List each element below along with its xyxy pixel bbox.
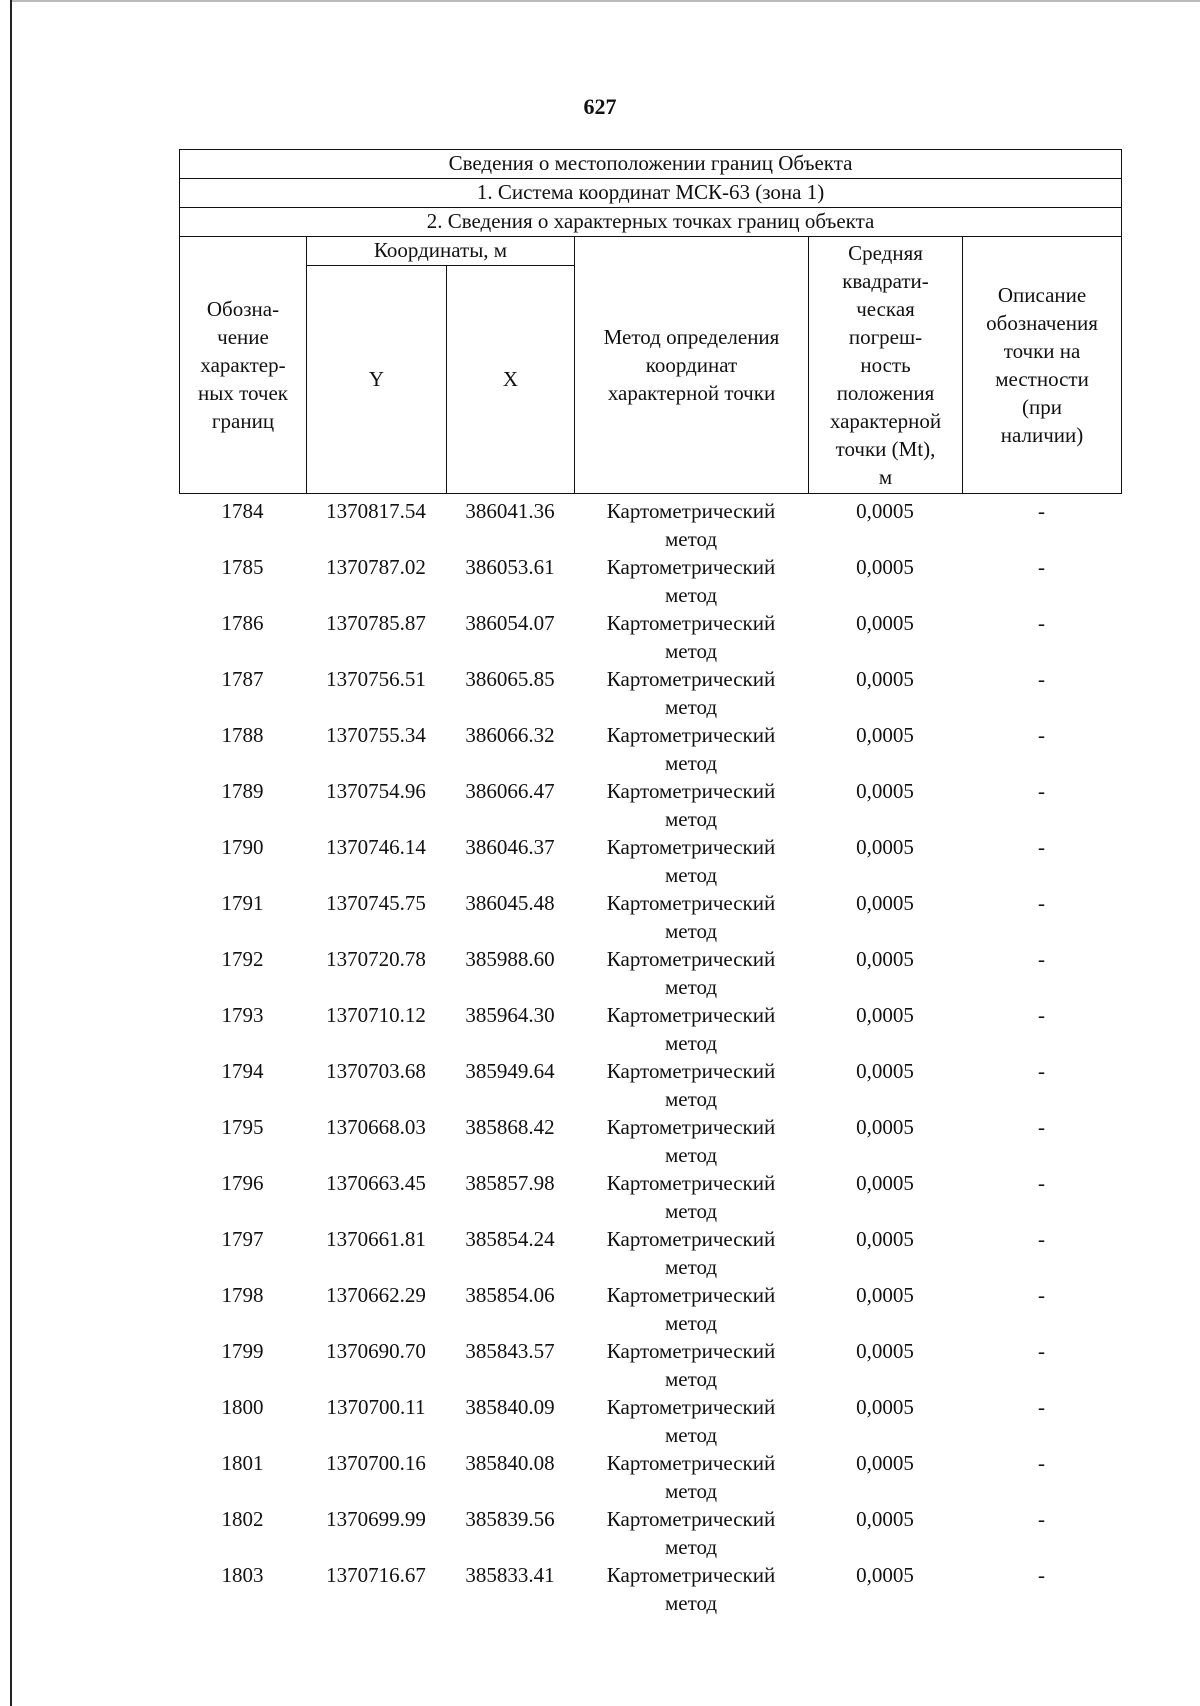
cell-method: Картометрический метод xyxy=(606,1283,776,1335)
cell-description: - xyxy=(1038,1171,1045,1195)
table-row xyxy=(179,665,1121,721)
cell-description: - xyxy=(1038,1115,1045,1139)
title-row xyxy=(180,208,1122,237)
cell-coord-x: 385868.42 xyxy=(465,1115,555,1139)
col-header-x: X xyxy=(447,266,575,494)
coordinate-system-title: 1. Система координат МСК-63 (зона 1) xyxy=(180,179,1122,208)
cell-point-id: 1792 xyxy=(221,947,264,971)
cell-coord-x: 385949.64 xyxy=(465,1059,555,1083)
col-header-method xyxy=(575,237,809,494)
cell-coord-y: 1370710.12 xyxy=(326,1003,426,1027)
cell-coord-x: 385854.24 xyxy=(465,1227,555,1251)
cell-point-id: 1799 xyxy=(221,1339,264,1363)
cell-point-id: 1787 xyxy=(221,667,264,691)
cell-method: Картометрический метод xyxy=(606,1395,776,1447)
cell-point-id: 1795 xyxy=(221,1115,264,1139)
col-header-y: Y xyxy=(307,266,447,494)
cell-method: Картометрический метод xyxy=(606,947,776,999)
cell-error: 0,0005 xyxy=(856,1563,914,1587)
cell-coord-y: 1370720.78 xyxy=(326,947,426,971)
table-row xyxy=(179,553,1121,609)
cell-error: 0,0005 xyxy=(856,555,914,579)
table-row xyxy=(179,1281,1121,1337)
cell-coord-x: 386066.32 xyxy=(465,723,555,747)
cell-method: Картометрический метод xyxy=(606,1059,776,1111)
cell-coord-y: 1370817.54 xyxy=(326,499,426,523)
cell-error: 0,0005 xyxy=(856,1451,914,1475)
cell-coord-x: 386054.07 xyxy=(465,611,555,635)
table-row xyxy=(179,833,1121,889)
cell-method: Картометрический метод xyxy=(606,499,776,551)
cell-coord-y: 1370663.45 xyxy=(326,1171,426,1195)
cell-description: - xyxy=(1038,1059,1045,1083)
cell-coord-x: 386046.37 xyxy=(465,835,555,859)
col-header-error xyxy=(809,237,963,494)
cell-coord-y: 1370716.67 xyxy=(326,1563,426,1587)
cell-point-id: 1800 xyxy=(221,1395,264,1419)
cell-coord-y: 1370668.03 xyxy=(326,1115,426,1139)
cell-point-id: 1793 xyxy=(221,1003,264,1027)
cell-error: 0,0005 xyxy=(856,1171,914,1195)
cell-description: - xyxy=(1038,611,1045,635)
table-row xyxy=(179,889,1121,945)
cell-error: 0,0005 xyxy=(856,1115,914,1139)
cell-coord-y: 1370699.99 xyxy=(326,1507,426,1531)
cell-point-id: 1786 xyxy=(221,611,264,635)
cell-coord-x: 385964.30 xyxy=(465,1003,555,1027)
table-row xyxy=(179,945,1121,1001)
boundary-points-table xyxy=(179,497,1121,1617)
cell-error: 0,0005 xyxy=(856,1283,914,1307)
col-header-error-text: Средняя квадрати- ческая погреш- ность положения характерной точки (Mt), м xyxy=(829,241,942,489)
cell-coord-x: 386065.85 xyxy=(465,667,555,691)
table-row xyxy=(179,1001,1121,1057)
cell-point-id: 1790 xyxy=(221,835,264,859)
cell-coord-y: 1370755.34 xyxy=(326,723,426,747)
cell-description: - xyxy=(1038,499,1045,523)
cell-description: - xyxy=(1038,1395,1045,1419)
cell-coord-y: 1370690.70 xyxy=(326,1339,426,1363)
cell-method: Картометрический метод xyxy=(606,891,776,943)
col-header-coordinates: Координаты, м xyxy=(307,237,575,266)
cell-method: Картометрический метод xyxy=(606,1563,776,1615)
cell-description: - xyxy=(1038,1451,1045,1475)
cell-point-id: 1791 xyxy=(221,891,264,915)
title-row xyxy=(180,179,1122,208)
cell-error: 0,0005 xyxy=(856,1227,914,1251)
table-row xyxy=(179,1561,1121,1617)
cell-description: - xyxy=(1038,1283,1045,1307)
column-header-row xyxy=(180,237,1122,266)
cell-description: - xyxy=(1038,1507,1045,1531)
cell-error: 0,0005 xyxy=(856,611,914,635)
cell-coord-x: 385988.60 xyxy=(465,947,555,971)
cell-point-id: 1789 xyxy=(221,779,264,803)
col-header-designation-text: Обозна- чение характер- ных точек границ xyxy=(197,297,289,433)
cell-error: 0,0005 xyxy=(856,723,914,747)
cell-point-id: 1797 xyxy=(221,1227,264,1251)
cell-error: 0,0005 xyxy=(856,667,914,691)
table-row xyxy=(179,1225,1121,1281)
table-row xyxy=(179,1169,1121,1225)
cell-method: Картометрический метод xyxy=(606,779,776,831)
cell-point-id: 1801 xyxy=(221,1451,264,1475)
cell-coord-x: 385840.09 xyxy=(465,1395,555,1419)
cell-error: 0,0005 xyxy=(856,499,914,523)
table-row xyxy=(179,1337,1121,1393)
cell-description: - xyxy=(1038,1563,1045,1587)
cell-coord-x: 385843.57 xyxy=(465,1339,555,1363)
cell-description: - xyxy=(1038,835,1045,859)
cell-method: Картометрический метод xyxy=(606,1339,776,1391)
cell-method: Картометрический метод xyxy=(606,1451,776,1503)
cell-coord-y: 1370662.29 xyxy=(326,1283,426,1307)
cell-description: - xyxy=(1038,947,1045,971)
cell-point-id: 1798 xyxy=(221,1283,264,1307)
col-header-description xyxy=(963,237,1122,494)
table-row xyxy=(179,721,1121,777)
cell-error: 0,0005 xyxy=(856,1507,914,1531)
cell-method: Картометрический метод xyxy=(606,667,776,719)
cell-coord-x: 386066.47 xyxy=(465,779,555,803)
cell-point-id: 1803 xyxy=(221,1563,264,1587)
cell-description: - xyxy=(1038,891,1045,915)
title-row xyxy=(180,150,1122,179)
table-row xyxy=(179,1393,1121,1449)
cell-method: Картометрический метод xyxy=(606,1003,776,1055)
cell-coord-y: 1370700.11 xyxy=(326,1395,426,1419)
cell-method: Картометрический метод xyxy=(606,723,776,775)
cell-method: Картометрический метод xyxy=(606,1115,776,1167)
cell-coord-y: 1370756.51 xyxy=(326,667,426,691)
cell-coord-y: 1370661.81 xyxy=(326,1227,426,1251)
cell-point-id: 1785 xyxy=(221,555,264,579)
cell-point-id: 1796 xyxy=(221,1171,264,1195)
cell-description: - xyxy=(1038,1227,1045,1251)
cell-description: - xyxy=(1038,779,1045,803)
cell-coord-x: 386041.36 xyxy=(465,499,555,523)
cell-error: 0,0005 xyxy=(856,1059,914,1083)
cell-error: 0,0005 xyxy=(856,947,914,971)
cell-coord-x: 386053.61 xyxy=(465,555,555,579)
cell-error: 0,0005 xyxy=(856,1395,914,1419)
cell-error: 0,0005 xyxy=(856,891,914,915)
page-number: 627 xyxy=(583,94,617,119)
cell-error: 0,0005 xyxy=(856,835,914,859)
cell-method: Картометрический метод xyxy=(606,835,776,887)
cell-method: Картометрический метод xyxy=(606,555,776,607)
table-row xyxy=(179,1113,1121,1169)
table-row xyxy=(179,1057,1121,1113)
cell-method: Картометрический метод xyxy=(606,611,776,663)
table-row xyxy=(179,497,1121,553)
cell-description: - xyxy=(1038,555,1045,579)
cell-point-id: 1788 xyxy=(221,723,264,747)
cell-coord-x: 385857.98 xyxy=(465,1171,555,1195)
cell-description: - xyxy=(1038,1339,1045,1363)
cell-coord-y: 1370746.14 xyxy=(326,835,426,859)
cell-description: - xyxy=(1038,723,1045,747)
cell-coord-y: 1370703.68 xyxy=(326,1059,426,1083)
points-section-title: 2. Сведения о характерных точках границ объекта xyxy=(180,208,1122,237)
table-row xyxy=(179,1505,1121,1561)
cell-coord-x: 385833.41 xyxy=(465,1563,555,1587)
cell-coord-x: 386045.48 xyxy=(465,891,555,915)
cell-coord-x: 385840.08 xyxy=(465,1451,555,1475)
cell-coord-y: 1370754.96 xyxy=(326,779,426,803)
cell-point-id: 1794 xyxy=(221,1059,264,1083)
col-header-description-text: Описание обозначения точки на местности (при наличии) xyxy=(986,283,1098,447)
cell-error: 0,0005 xyxy=(856,1003,914,1027)
cell-coord-y: 1370700.16 xyxy=(326,1451,426,1475)
cell-description: - xyxy=(1038,667,1045,691)
cell-method: Картометрический метод xyxy=(606,1507,776,1559)
cell-coord-y: 1370785.87 xyxy=(326,611,426,635)
cell-coord-y: 1370745.75 xyxy=(326,891,426,915)
cell-description: - xyxy=(1038,1003,1045,1027)
col-header-method-text: Метод определения координат характерной точки xyxy=(603,325,780,405)
cell-coord-x: 385854.06 xyxy=(465,1283,555,1307)
table-row xyxy=(179,1449,1121,1505)
col-header-designation xyxy=(180,237,307,494)
cell-point-id: 1784 xyxy=(221,499,264,523)
cell-method: Картометрический метод xyxy=(606,1171,776,1223)
table-row xyxy=(179,777,1121,833)
cell-point-id: 1802 xyxy=(221,1507,264,1531)
cell-coord-y: 1370787.02 xyxy=(326,555,426,579)
cell-coord-x: 385839.56 xyxy=(465,1507,555,1531)
scan-edge-top xyxy=(12,0,1200,2)
cell-error: 0,0005 xyxy=(856,779,914,803)
table-title: Сведения о местоположении границ Объекта xyxy=(180,150,1122,179)
cell-method: Картометрический метод xyxy=(606,1227,776,1279)
boundary-table-header xyxy=(179,149,1122,494)
table-row xyxy=(179,609,1121,665)
cell-error: 0,0005 xyxy=(856,1339,914,1363)
scan-edge-left xyxy=(10,0,12,1706)
